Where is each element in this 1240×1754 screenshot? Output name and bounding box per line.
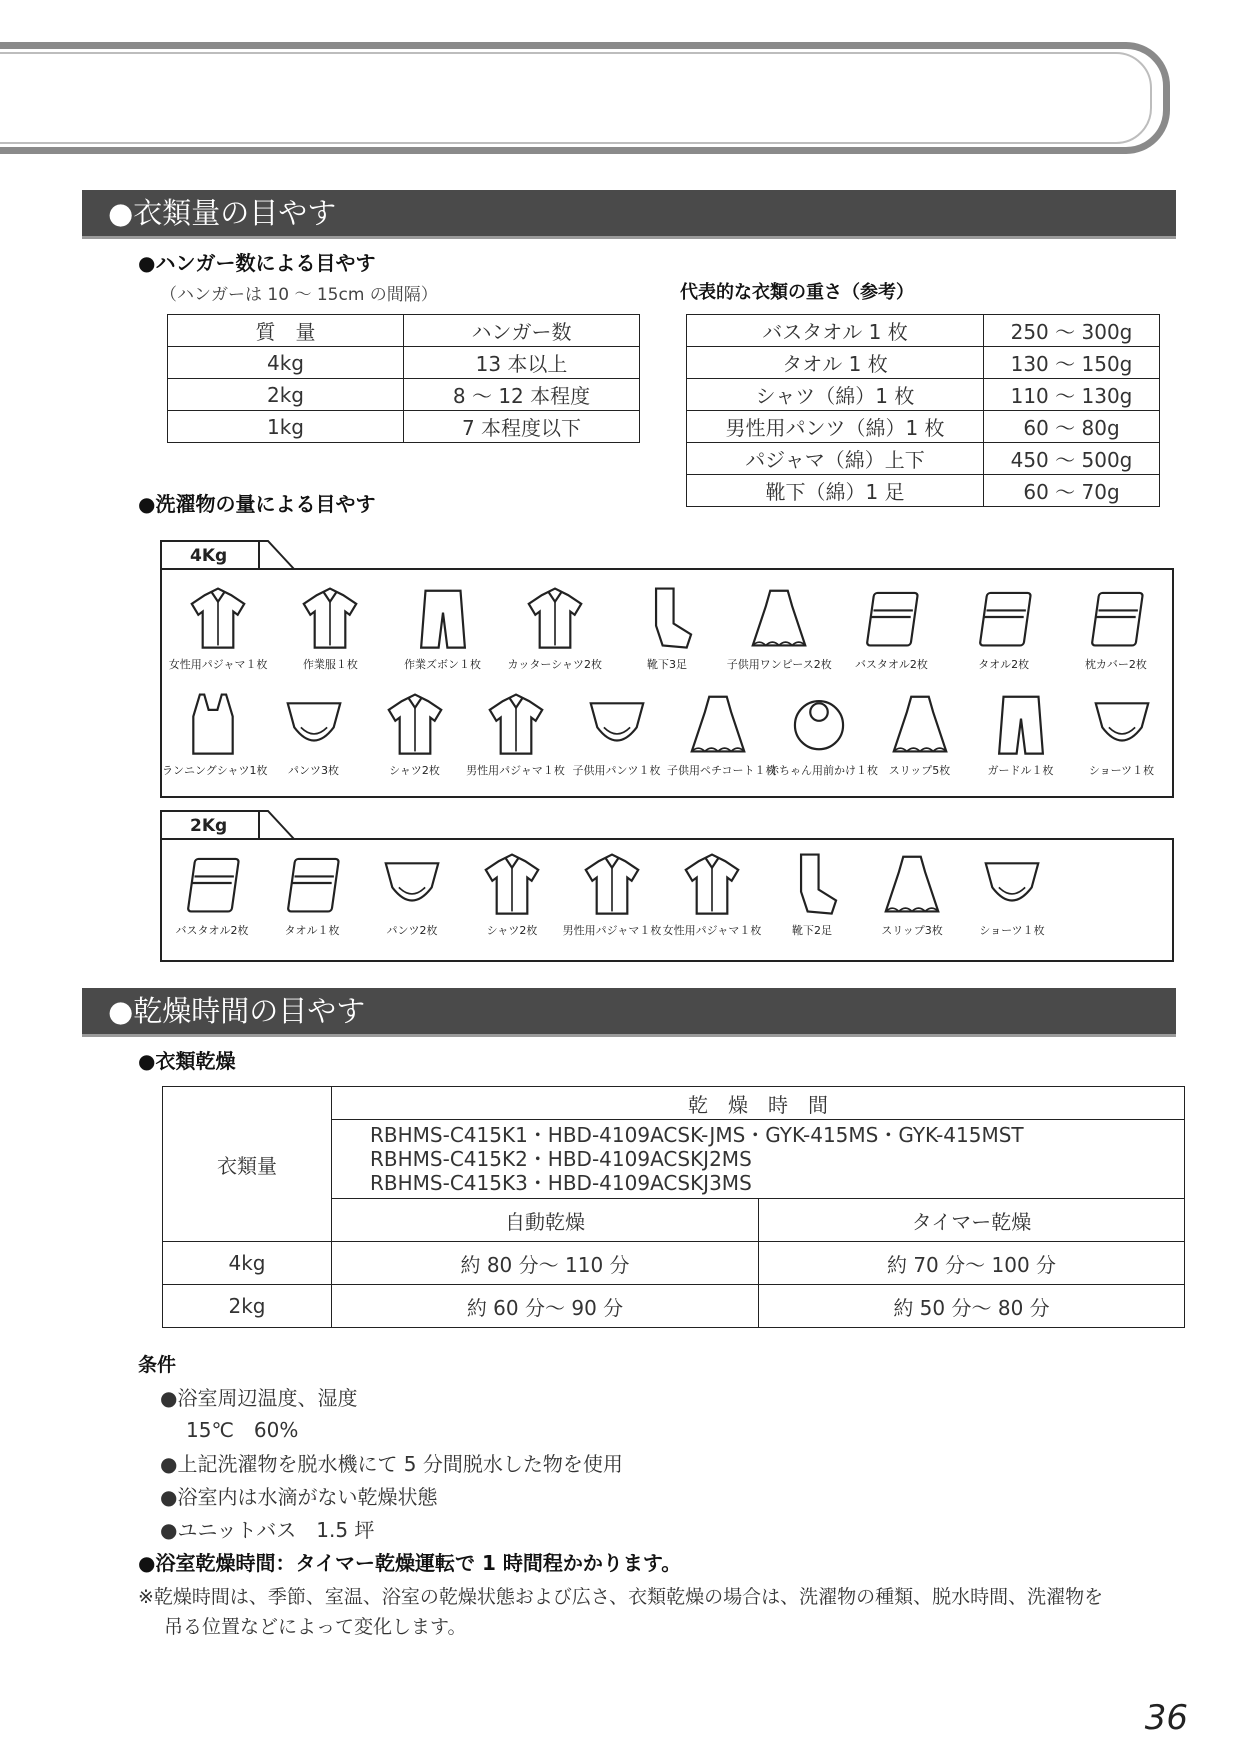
table-header: 衣類量 [163,1087,332,1242]
towel-icon [1081,582,1151,652]
laundry-item-label: 子供用ワンピース2枚 [726,658,832,671]
tab-4kg: 4Kg [160,540,260,570]
laundry-item-label: シャツ2枚 [389,764,440,777]
laundry-item [566,688,667,778]
table-cell: 60 ～ 70g [984,475,1160,507]
pants-icon [408,582,478,652]
weights-table [686,314,1160,507]
underwear-icon [377,848,447,918]
tank-top-icon [178,688,248,758]
laundry-item [562,848,662,938]
laundry-item-label: ショーツ１枚 [979,924,1045,937]
table-cell: 2kg [168,379,404,411]
laundry-item-label: 子供用ペチコート１枚 [667,764,777,777]
towel-icon [969,582,1039,652]
towel-icon [177,848,247,918]
laundry-item [386,582,498,672]
laundry-item-label: 女性用パジャマ１枚 [168,658,268,671]
section-title-clothing: ●衣類量の目やす [82,190,1176,236]
laundry-item [611,582,723,672]
laundry-item-label: ランニングシャツ1枚 [162,764,268,777]
laundry-item-label: 女性用パジャマ１枚 [662,924,762,937]
table-cell: 2kg [163,1285,332,1328]
laundry-item [162,688,268,778]
laundry-item [274,582,386,672]
laundry-item [723,582,835,672]
laundry-item [662,848,762,938]
shirt-icon [295,582,365,652]
table-cell: バスタオル 1 枚 [687,315,984,347]
shirt-icon [520,582,590,652]
table-cell: 靴下（綿）1 足 [687,475,984,507]
bath-drying-time: ●浴室乾燥時間：タイマー乾燥運転で 1 時間程かかります。 [138,1551,682,1575]
underwear-icon [279,688,349,758]
shirt-icon [380,688,450,758]
laundry-item [465,688,566,778]
laundry-item [262,848,362,938]
laundry-item [835,582,947,672]
conditions-heading: 条件 [138,1354,177,1376]
laundry-item-label: 靴下2足 [792,924,832,937]
header-frame-inner [0,52,1152,144]
model-line: RBHMS-C415K1・HBD-4109ACSK-JMS・GYK-415MS・GYK-415MST [370,1123,1024,1147]
table-cell: タオル 1 枚 [687,347,984,379]
laundry-item-label: カッターシャツ2枚 [507,658,602,671]
underwear-icon [977,848,1047,918]
laundry-item-label: スリップ3枚 [881,924,943,937]
condition-item: ●上記洗濯物を脱水機にて 5 分間脱水した物を使用 [160,1452,623,1476]
shirt-icon [477,848,547,918]
bib-icon [784,688,854,758]
underwear-icon [1087,688,1157,758]
table-cell: 約 60 分～ 90 分 [332,1285,759,1328]
laundry-item-label: バスタオル2枚 [175,924,249,937]
tab-2kg-slope [258,810,298,840]
laundry-item-label: 男性用パジャマ１枚 [562,924,662,937]
condition-item: 15℃ 60% [186,1418,299,1442]
towel-icon [856,582,926,652]
table-cell: 250 ～ 300g [984,315,1160,347]
model-line: RBHMS-C415K3・HBD-4109ACSKJ3MS [370,1171,752,1195]
laundry-item-label: 男性用パジャマ１枚 [466,764,565,777]
laundry-item [862,848,962,938]
laundry-item-label: タオル2枚 [978,658,1030,671]
laundry-item-label: 靴下3足 [646,658,687,671]
laundry-item-label: 枕カバー2枚 [1084,658,1147,671]
laundry-2kg-panel [160,838,1174,962]
condition-item: ●ユニットバス 1.5 坪 [160,1518,375,1542]
laundry-item-label: シャツ2枚 [486,924,538,937]
laundry-item [869,688,970,778]
laundry-item [962,848,1062,938]
laundry-item [1071,688,1172,778]
sock-icon [632,582,702,652]
shirt-icon [577,848,647,918]
shirt-icon [481,688,551,758]
dress-icon [744,582,814,652]
laundry-item [1060,582,1172,672]
hanger-heading: ●ハンガー数による目やす [138,251,376,275]
table-header: 質 量 [168,315,404,347]
table-cell: 約 50 分～ 80 分 [759,1285,1185,1328]
dress-icon [885,688,955,758]
laundry-item-label: パンツ3枚 [288,764,339,777]
laundry-item-label: 子供用パンツ１枚 [572,764,661,777]
condition-item: ●浴室周辺温度、湿度 [160,1386,358,1410]
laundry-item [499,582,611,672]
condition-item: ●浴室内は水滴がない乾燥状態 [160,1485,438,1509]
shirt-icon [677,848,747,918]
table-cell: 男性用パンツ（綿）1 枚 [687,411,984,443]
tab-2kg: 2Kg [160,810,260,840]
footnote: ※乾燥時間は、季節、室温、浴室の乾燥状態および広さ、衣類乾燥の場合は、洗濯物の種類、脱水時間、洗濯物を [138,1586,1104,1608]
table-cell: シャツ（綿）1 枚 [687,379,984,411]
footnote: 吊る位置などによって変化します。 [164,1616,467,1638]
underwear-icon [582,688,652,758]
laundry-item [364,688,465,778]
sock-icon [777,848,847,918]
laundry-item [970,688,1071,778]
table-cell: 1kg [168,411,404,443]
section-title-drying: ●乾燥時間の目やす [82,988,1176,1034]
laundry-item [462,848,562,938]
hanger-table [167,314,640,443]
dress-icon [877,848,947,918]
laundry-item-label: タオル１枚 [284,924,340,937]
laundry-item-label: 作業服１枚 [302,658,358,671]
table-header: 自動乾燥 [332,1199,759,1242]
table-cell: 8 ～ 12 本程度 [404,379,640,411]
table-cell: 7 本程度以下 [404,411,640,443]
shirt-icon [183,582,253,652]
laundry-item [762,848,862,938]
laundry-item-label: 作業ズボン１枚 [404,658,482,671]
table-cell: パジャマ（綿）上下 [687,443,984,475]
model-list [332,1120,1185,1199]
drying-heading: ●衣類乾燥 [138,1049,236,1073]
hanger-note: （ハンガーは 10 ～ 15cm の間隔） [160,285,438,305]
laundry-item-label: バスタオル2枚 [854,658,928,671]
laundry-item [362,848,462,938]
table-cell: 110 ～ 130g [984,379,1160,411]
laundry-item [162,582,274,672]
table-header: ハンガー数 [404,315,640,347]
table-cell: 4kg [163,1242,332,1285]
dress-icon [683,688,753,758]
table-cell: 450 ～ 500g [984,443,1160,475]
laundry-item-label: ガードル１枚 [987,764,1054,777]
drying-table [162,1086,1185,1328]
table-cell: 4kg [168,347,404,379]
laundry-4kg-panel [160,568,1174,798]
laundry-item-label: パンツ2枚 [386,924,438,937]
laundry-item [667,688,777,778]
table-cell: 130 ～ 150g [984,347,1160,379]
laundry-item [162,848,262,938]
table-header: タイマー乾燥 [759,1199,1185,1242]
laundry-heading: ●洗濯物の量による目やす [138,492,376,516]
laundry-item-label: 赤ちゃん用前かけ１枚 [768,764,878,777]
model-line: RBHMS-C415K2・HBD-4109ACSKJ2MS [370,1147,752,1171]
laundry-item [263,688,364,778]
laundry-item [948,582,1060,672]
laundry-item-label: ショーツ１枚 [1088,764,1155,777]
tab-4kg-slope [258,540,298,570]
table-cell: 13 本以上 [404,347,640,379]
table-cell: 約 70 分～ 100 分 [759,1242,1185,1285]
laundry-item-label: スリップ5枚 [888,764,951,777]
table-cell: 60 ～ 80g [984,411,1160,443]
table-cell: 約 80 分～ 110 分 [332,1242,759,1285]
table-header: 乾 燥 時 間 [332,1087,1185,1120]
laundry-item [768,688,878,778]
towel-icon [277,848,347,918]
pants-icon [986,688,1056,758]
page-number: 36 [1144,1698,1188,1738]
weights-heading: 代表的な衣類の重さ（参考） [680,282,914,303]
